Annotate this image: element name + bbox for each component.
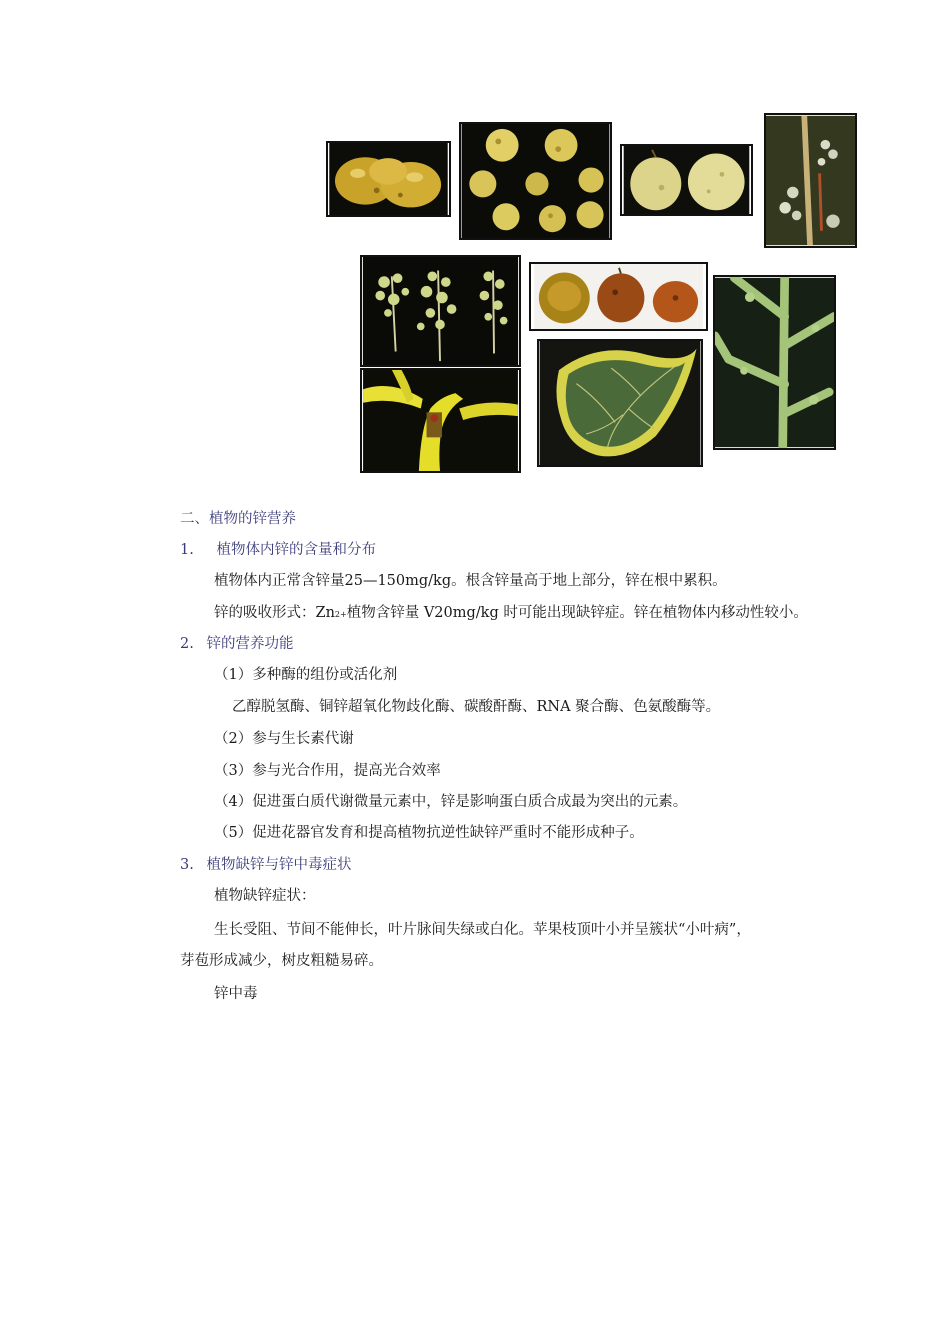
pale-apples-photo-icon <box>622 146 751 214</box>
photo-yellow-shoot <box>360 368 521 473</box>
absorption-suffix: 植物含锌量 V20mg/kg 时可能出现缺锌症。锌在植物体内移动性较小。 <box>346 605 808 621</box>
spotted-fruits-photo-icon <box>461 124 610 238</box>
zinc-ion-charge: 2+ <box>334 610 347 619</box>
deficiency-label: 植物缺锌症状： <box>214 888 316 904</box>
function-item-5: （5）促进花器官发育和提高植物抗逆性缺锌严重时不能形成种子。 <box>214 825 644 841</box>
function-item-3: （3）参与光合作用，提高光合效率 <box>214 763 441 779</box>
branching-stem-photo-icon <box>715 277 834 448</box>
section-title: 二、植物的锌营养 <box>180 511 296 527</box>
paragraph-zinc-absorption <box>214 603 808 625</box>
photo-brown-fruits <box>529 262 708 331</box>
yellow-shoot-photo-icon <box>362 370 519 471</box>
subsection-2-heading <box>180 634 293 654</box>
subsection-2-number: 2. <box>180 636 194 652</box>
subsection-1-heading <box>180 540 376 560</box>
absorption-prefix: 锌的吸收形式：Zn <box>214 605 335 621</box>
subsection-1-number: 1. <box>180 542 194 558</box>
paragraph-zinc-content: 植物体内正常含锌量25—150mg/kg。根含锌量高于地上部分，锌在根中累积。 <box>214 573 727 589</box>
function-item-1: （1）多种酶的组份或活化剂 <box>214 667 398 683</box>
chlorotic-leaf-photo-icon <box>539 341 701 465</box>
browned-fruits-photo-icon <box>531 264 706 329</box>
function-item-1-detail: 乙醇脱氢酶、铜锌超氧化物歧化酶、碳酸酐酶、RNA 聚合酶、色氨酸酶等。 <box>232 699 721 715</box>
grape-cluster-photo-icon <box>362 257 519 365</box>
subsection-3-heading <box>180 855 351 875</box>
photo-veined-leaf <box>537 339 703 467</box>
function-item-4: （4）促进蛋白质代谢微量元素中，锌是影响蛋白质合成最为突出的元素。 <box>214 794 688 810</box>
photo-apple-pair <box>620 144 753 216</box>
photo-grape-clusters <box>360 255 521 367</box>
photo-fruit-group <box>459 122 612 240</box>
photo-potato-cluster <box>326 141 451 217</box>
deformed-potato-photo-icon <box>328 143 449 215</box>
photo-branching-stem <box>713 275 836 450</box>
photo-stem-berries <box>764 113 857 248</box>
deficiency-text-line-2: 芽苞形成减少，树皮粗糙易碎。 <box>180 953 383 969</box>
toxicity-label: 锌中毒 <box>214 986 258 1002</box>
subsection-3-title: 植物缺锌与锌中毒症状 <box>206 857 352 873</box>
subsection-3-number: 3. <box>180 857 194 873</box>
subsection-1-title: 植物体内锌的含量和分布 <box>216 542 376 558</box>
stem-cluster-photo-icon <box>766 115 855 246</box>
function-item-2: （2）参与生长素代谢 <box>214 731 354 747</box>
deficiency-text-line-1: 生长受阻、节间不能伸长，叶片脉间失绿或白化。苹果枝顶叶小并呈簇状“小叶病”， <box>214 922 751 938</box>
subsection-2-title: 锌的营养功能 <box>206 636 294 652</box>
